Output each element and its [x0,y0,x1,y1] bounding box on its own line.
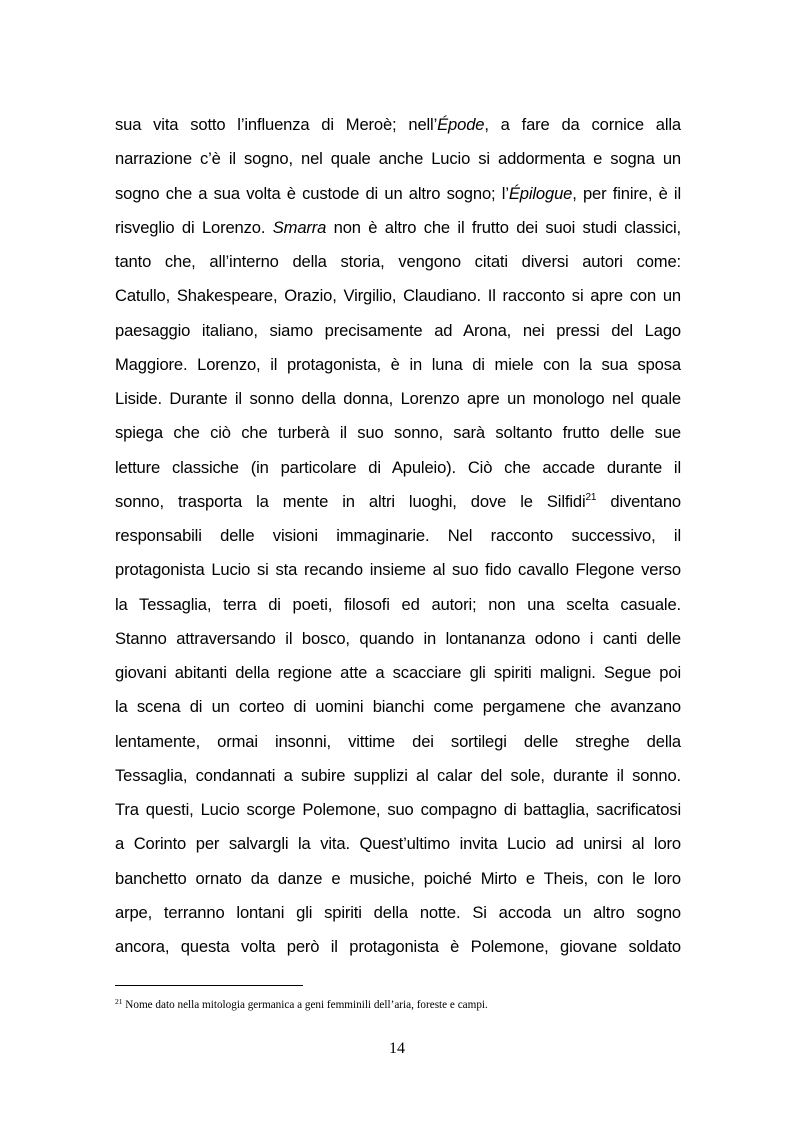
text-line [115,519,681,553]
text-line [115,862,681,896]
italic-text: Épilogue [508,183,573,203]
text-line [115,656,681,690]
text-segment: Tra questi, Lucio scorge Polemone, suo compagno di battaglia, sacrificatosi [115,800,681,819]
text-line [115,451,681,485]
footnote-number: 21 [115,997,123,1006]
text-line [115,588,681,622]
text-line [115,211,681,245]
body-paragraph [115,108,681,964]
text-segment: spiega che ciò che turberà il suo sonno, sarà soltanto frutto delle sue [115,423,681,443]
footnote-text: Nome dato nella mitologia germanica a geni femminili dell’aria, foreste e campi. [122,999,488,1011]
text-segment: tanto che, all’interno della storia, vengono citati diversi autori come: [115,252,681,271]
text-line [115,485,681,519]
text-segment: sua vita sotto l’influenza di Meroè; nell’ [115,115,438,134]
text-segment: Liside. Durante il sonno della donna, Lorenzo apre un monologo nel quale [115,389,681,408]
text-line [115,553,681,587]
text-segment: responsabili delle visioni immaginarie. Nel racconto successivo, il [115,526,681,545]
text-segment: sogno che a sua volta è custode di un altro sogno; l’ [115,183,509,203]
text-line [115,245,681,279]
text-segment: letture classiche (in particolare di Apuleio). Ciò che accade durante il [115,457,681,477]
text-segment: diventano [596,491,681,511]
text-segment: Catullo, Shakespeare, Orazio, Virgilio, Claudiano. Il racconto si apre con un [115,286,681,306]
text-line [115,416,681,450]
text-segment: la Tessaglia, terra di poeti, filosofi ed autori; non una scelta casuale. [115,594,681,614]
text-line [115,142,681,176]
footnote-separator [115,985,303,986]
text-line [115,279,681,313]
text-segment: protagonista Lucio si sta recando insieme al suo fido cavallo Flegone verso [115,560,681,580]
text-line [115,348,681,382]
italic-text: Épode [437,115,485,134]
text-segment: a Corinto per salvargli la vita. Quest’ultimo invita Lucio ad unirsi al loro [115,834,681,854]
italic-text: Smarra [272,217,327,237]
text-segment: sonno, trasporta la mente in altri luoghi, dove le Silfidi [115,491,586,511]
text-segment: , per finire, è il [572,183,681,203]
text-line [115,725,681,759]
text-segment: banchetto ornato da danze e musiche, poiché Mirto e Theis, con le loro [115,868,681,888]
page-number: 14 [389,1040,405,1057]
footnote [115,997,681,1013]
text-segment: , a fare da cornice alla [484,115,681,134]
text-segment: ancora, questa volta però il protagonista è Polemone, giovane soldato [115,937,681,956]
text-line [115,827,681,861]
text-segment: giovani abitanti della regione atte a scacciare gli spiriti maligni. Segue poi [115,663,681,682]
text-line [115,930,681,964]
text-segment: arpe, terranno lontani gli spiriti della notte. Si accoda un altro sogno [115,902,681,922]
text-line [115,759,681,793]
text-segment: non è altro che il frutto dei suoi studi classici, [326,217,682,237]
text-line [115,177,681,211]
text-segment: Tessaglia, condannati a subire supplizi al calar del sole, durante il sonno. [115,765,681,785]
footnote-reference: 21 [585,491,597,503]
text-line [115,108,681,142]
text-segment: paesaggio italiano, siamo precisamente ad Arona, nei pressi del Lago [115,320,681,340]
text-line [115,896,681,930]
text-segment: Stanno attraversando il bosco, quando in lontananza odono i canti delle [115,628,681,648]
text-line [115,314,681,348]
text-segment: risveglio di Lorenzo. [115,217,273,237]
text-segment: la scena di un corteo di uomini bianchi come pergamene che avanzano [115,697,681,717]
text-line [115,622,681,656]
text-segment: narrazione c’è il sogno, nel quale anche Lucio si addormenta e sogna un [115,149,681,169]
text-line [115,793,681,827]
text-segment: lentamente, ormai insonni, vittime dei sortilegi delle streghe della [115,731,681,751]
text-line [115,690,681,724]
text-line [115,382,681,416]
text-segment: Maggiore. Lorenzo, il protagonista, è in luna di miele con la sua sposa [115,354,681,374]
